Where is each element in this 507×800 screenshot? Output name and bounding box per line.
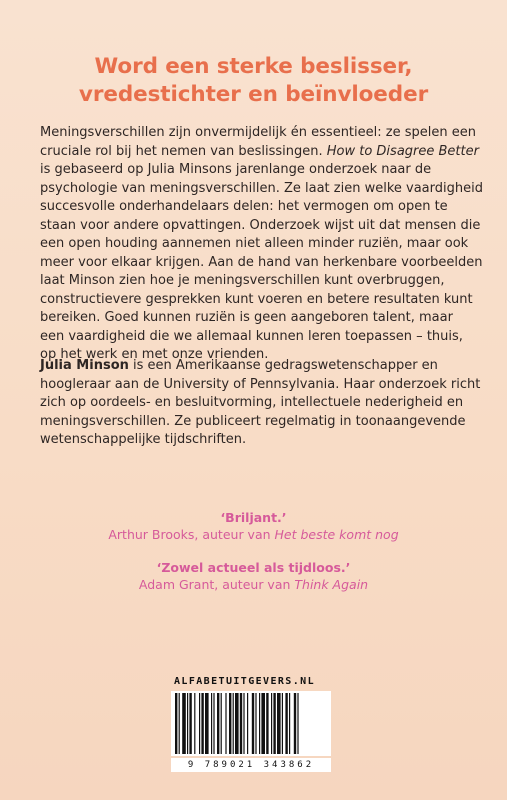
blurb-attribution: Arthur Brooks, auteur van Het beste komt nog — [108, 527, 399, 542]
description-line: laat Minson zien hoe je meningsverschillen kunt overbruggen, — [40, 273, 445, 288]
description-line: bereiken. Goed kunnen ruziën is geen aangeboren talent, maar — [40, 310, 453, 325]
bio-line: meningsverschillen. Ze publiceert regelmatig in toonaangevende — [40, 413, 466, 429]
blurb-book-title: Het beste komt nog — [274, 527, 399, 542]
description-line: meer voor elkaar krijgen. Aan de hand van herkenbare voorbeelden — [40, 254, 483, 270]
bio-line: wetenschappelijke tijdschriften. — [40, 432, 247, 447]
author-name: Julia Minson — [40, 358, 129, 373]
blurb-text: ‘Briljant.’ — [220, 510, 287, 525]
author-bio — [40, 357, 480, 450]
back-cover-title — [0, 53, 507, 109]
blurb-book-title: Think Again — [294, 577, 369, 592]
title-line-2: vredestichter en beïnvloeder — [78, 82, 429, 107]
bio-line: hoogleraar aan de University of Pennsylvania. Haar onderzoek richt — [40, 376, 481, 392]
book-title: How to Disagree Better — [326, 143, 479, 159]
barcode — [171, 691, 331, 756]
description-line: een vaardigheid die we allemaal kunnen leren toepassen – thuis, — [40, 328, 463, 344]
isbn-number: 9 789021 343862 — [171, 758, 331, 772]
description-line: Meningsverschillen zijn onvermijdelijk én essentieel: ze spelen een — [40, 125, 476, 140]
blurb-attribution: Adam Grant, auteur van Think Again — [138, 577, 369, 592]
publisher-url: ALFABETUITGEVERS.NL — [174, 676, 315, 687]
blurb-quote — [0, 559, 507, 593]
description-paragraph — [40, 124, 483, 365]
description-line: een open houding aannemen niet alleen minder ruziën, maar ook — [40, 236, 469, 251]
description-line: staan voor andere opvattingen. Onderzoek wijst uit dat mensen die — [40, 217, 481, 233]
barcode-graphic — [171, 691, 331, 756]
blurb-quote — [0, 509, 507, 543]
description-line: cruciale rol bij het nemen van beslissingen. How to Disagree Better — [40, 143, 479, 159]
description-line: succesvolle onderhandelaars delen: het vermogen om open te — [40, 199, 448, 214]
blurb-text: ‘Zowel actueel als tijdloos.’ — [156, 560, 351, 575]
bio-line: zich op oordeels- en besluitvorming, intellectuele nederigheid en — [40, 395, 464, 410]
description-line: constructievere gesprekken kunt voeren en betere resultaten kunt — [40, 291, 473, 307]
title-line-1: Word een sterke beslisser, — [94, 54, 413, 79]
description-line: psychologie van meningsverschillen. Ze laat zien welke vaardigheid — [40, 180, 483, 196]
description-line: is gebaseerd op Julia Minsons jarenlange onderzoek naar de — [40, 162, 432, 177]
bio-line: Julia Minson is een Amerikaanse gedragswetenschapper en — [40, 358, 438, 373]
description — [40, 124, 483, 365]
description-line: op het werk en met onze vrienden. — [40, 347, 269, 362]
